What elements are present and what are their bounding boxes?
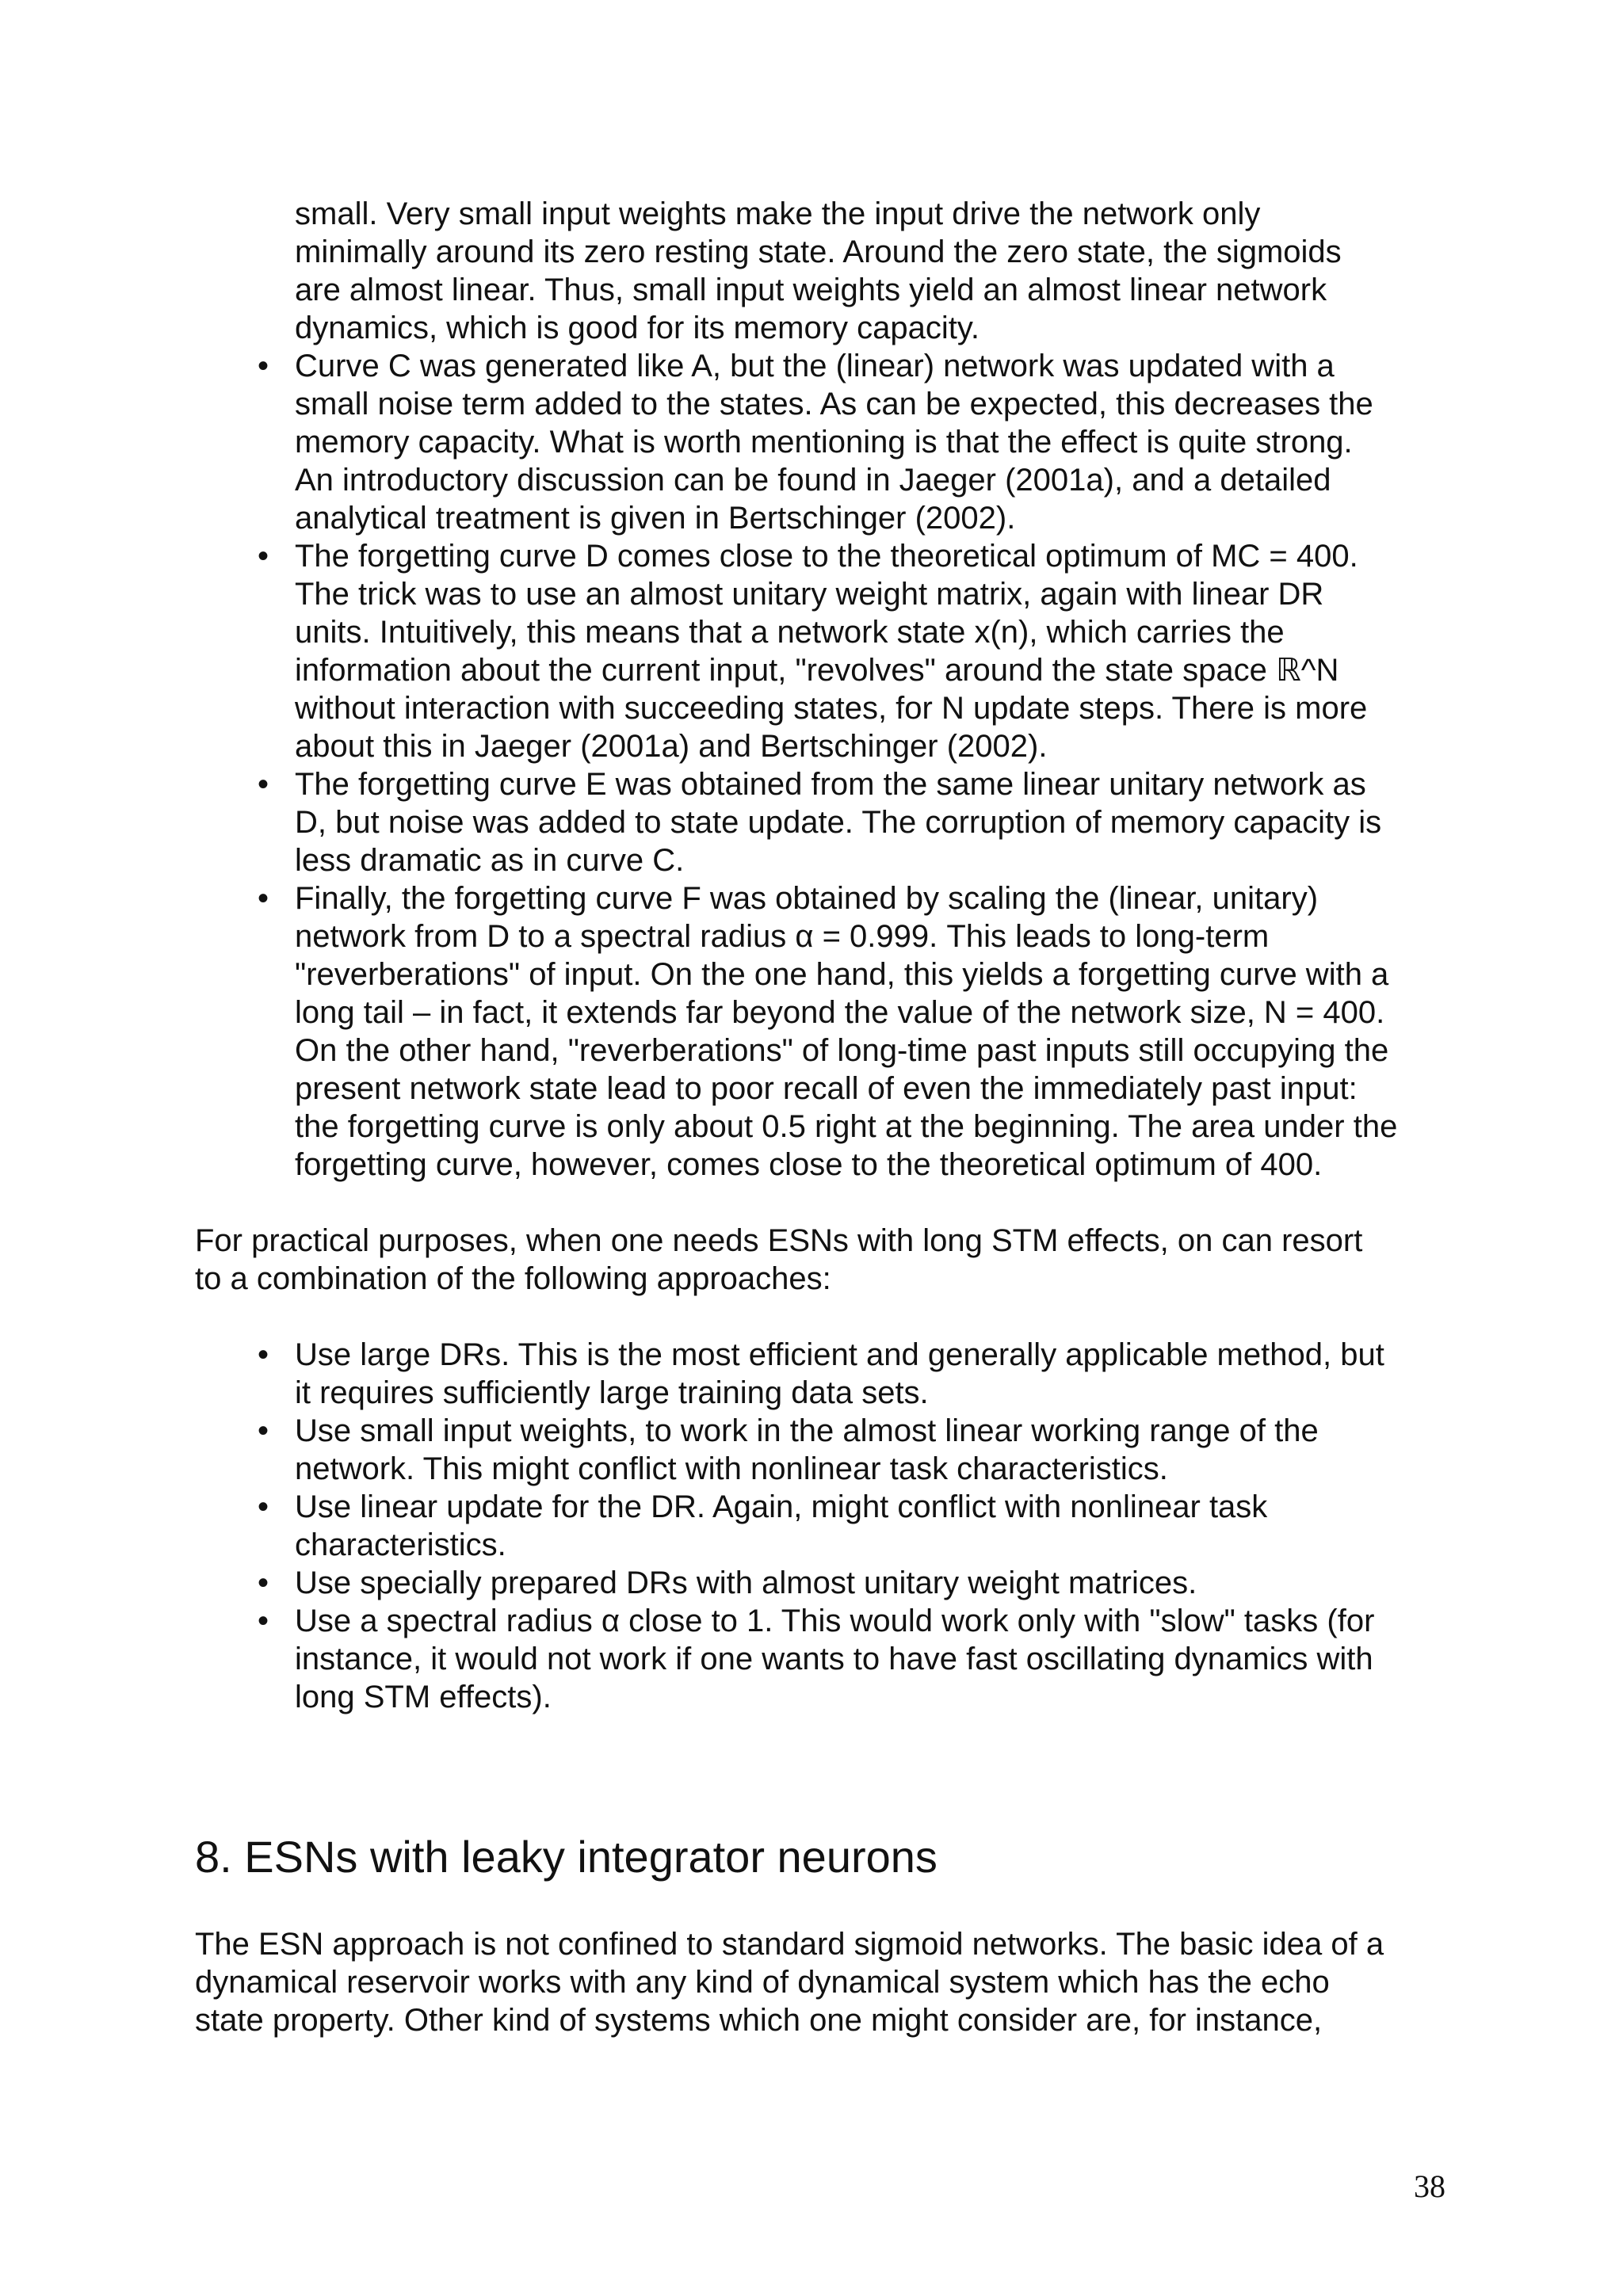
text-line: analytical treatment is given in Bertschinger (2002). — [295, 501, 1016, 536]
bullet-linear-update — [295, 1488, 1267, 1564]
bullet-marker: • — [257, 539, 269, 574]
text-line: The forgetting curve E was obtained from the same linear unitary network as — [295, 767, 1366, 802]
text-line: instance, it would not work if one wants to have fast oscillating dynamics with — [295, 1642, 1373, 1676]
text-line: "reverberations" of input. On the one hand, this yields a forgetting curve with a — [295, 957, 1389, 992]
bullet-curve-e — [295, 765, 1381, 879]
text-line: On the other hand, "reverberations" of long-time past inputs still occupying the — [295, 1033, 1389, 1068]
bullet-marker: • — [257, 349, 269, 383]
text-line: Use a spectral radius α close to 1. This would work only with "slow" tasks (for — [295, 1604, 1375, 1638]
section-heading: 8. ESNs with leaky integrator neurons — [195, 1832, 938, 1882]
text-line: Use specially prepared DRs with almost unitary weight matrices. — [295, 1566, 1197, 1600]
text-line: network from D to a spectral radius α = 0.999. This leads to long-term — [295, 919, 1270, 954]
text-line: it requires sufficiently large training data sets. — [295, 1375, 929, 1410]
text-line: state property. Other kind of systems which one might consider are, for instance, — [195, 2003, 1323, 2038]
bullet-marker: • — [257, 881, 269, 916]
text-line: For practical purposes, when one needs ESNs with long STM effects, on can resort — [195, 1223, 1363, 1258]
text-line: long tail – in fact, it extends far beyond the value of the network size, N = 400. — [295, 995, 1385, 1030]
text-line: network. This might conflict with nonlinear task characteristics. — [295, 1451, 1168, 1486]
text-line: The ESN approach is not confined to standard sigmoid networks. The basic idea of a — [195, 1927, 1384, 1962]
bullet-unitary-drs — [295, 1564, 1197, 1602]
text-line: to a combination of the following approaches: — [195, 1261, 831, 1296]
bullet-marker: • — [257, 1566, 269, 1600]
text-line: the forgetting curve is only about 0.5 right at the beginning. The area under the — [295, 1109, 1398, 1144]
bullet-marker: • — [257, 1413, 269, 1448]
text-line: information about the current input, "revolves" around the state space ℝ^N — [295, 653, 1339, 688]
text-line: An introductory discussion can be found in Jaeger (2001a), and a detailed — [295, 463, 1331, 498]
bullet-marker: • — [257, 767, 269, 802]
text-line: less dramatic as in curve C. — [295, 843, 685, 878]
text-line: memory capacity. What is worth mentioning is that the effect is quite strong. — [295, 425, 1353, 460]
text-line: dynamics, which is good for its memory capacity. — [295, 311, 980, 345]
text-line: are almost linear. Thus, small input weights yield an almost linear network — [295, 273, 1327, 307]
text-line: Finally, the forgetting curve F was obtained by scaling the (linear, unitary) — [295, 881, 1319, 916]
text-line: D, but noise was added to state update. The corruption of memory capacity is — [295, 805, 1382, 840]
text-line: forgetting curve, however, comes close to the theoretical optimum of 400. — [295, 1147, 1323, 1182]
esn-approach-paragraph — [195, 1925, 1384, 2039]
text-line: Use large DRs. This is the most efficient and generally applicable method, but — [295, 1337, 1384, 1372]
practical-purposes-paragraph — [195, 1222, 1362, 1298]
text-line: present network state lead to poor recall of even the immediately past input: — [295, 1071, 1358, 1106]
text-line: characteristics. — [295, 1527, 506, 1562]
text-line: minimally around its zero resting state. Around the zero state, the sigmoids — [295, 235, 1342, 269]
text-line: Use linear update for the DR. Again, might conflict with nonlinear task — [295, 1489, 1268, 1524]
text-line: The trick was to use an almost unitary weight matrix, again with linear DR — [295, 577, 1324, 612]
bullet-small-input-weights — [295, 1412, 1319, 1488]
bullet-marker: • — [257, 1489, 269, 1524]
text-line: The forgetting curve D comes close to the theoretical optimum of MC = 400. — [295, 539, 1358, 574]
text-line: units. Intuitively, this means that a network state x(n), which carries the — [295, 615, 1285, 650]
text-line: Curve C was generated like A, but the (linear) network was updated with a — [295, 349, 1335, 383]
text-line: dynamical reservoir works with any kind of dynamical system which has the echo — [195, 1965, 1330, 2000]
bullet-curve-c — [295, 347, 1373, 537]
text-line: long STM effects). — [295, 1680, 552, 1714]
bullet-marker: • — [257, 1604, 269, 1638]
text-line: small noise term added to the states. As can be expected, this decreases the — [295, 387, 1373, 421]
bullet-curve-d — [295, 537, 1367, 765]
text-line: about this in Jaeger (2001a) and Bertschinger (2002). — [295, 729, 1048, 764]
bullet-spectral-radius — [295, 1602, 1374, 1716]
bullet-marker: • — [257, 1337, 269, 1372]
page-number: 38 — [1414, 2168, 1445, 2204]
text-line: Use small input weights, to work in the almost linear working range of the — [295, 1413, 1319, 1448]
continued-bullet-text — [295, 195, 1342, 347]
text-line: without interaction with succeeding states, for N update steps. There is more — [295, 691, 1368, 726]
text-line: small. Very small input weights make the input drive the network only — [295, 196, 1261, 231]
bullet-curve-f — [295, 879, 1397, 1184]
bullet-large-drs — [295, 1336, 1384, 1412]
